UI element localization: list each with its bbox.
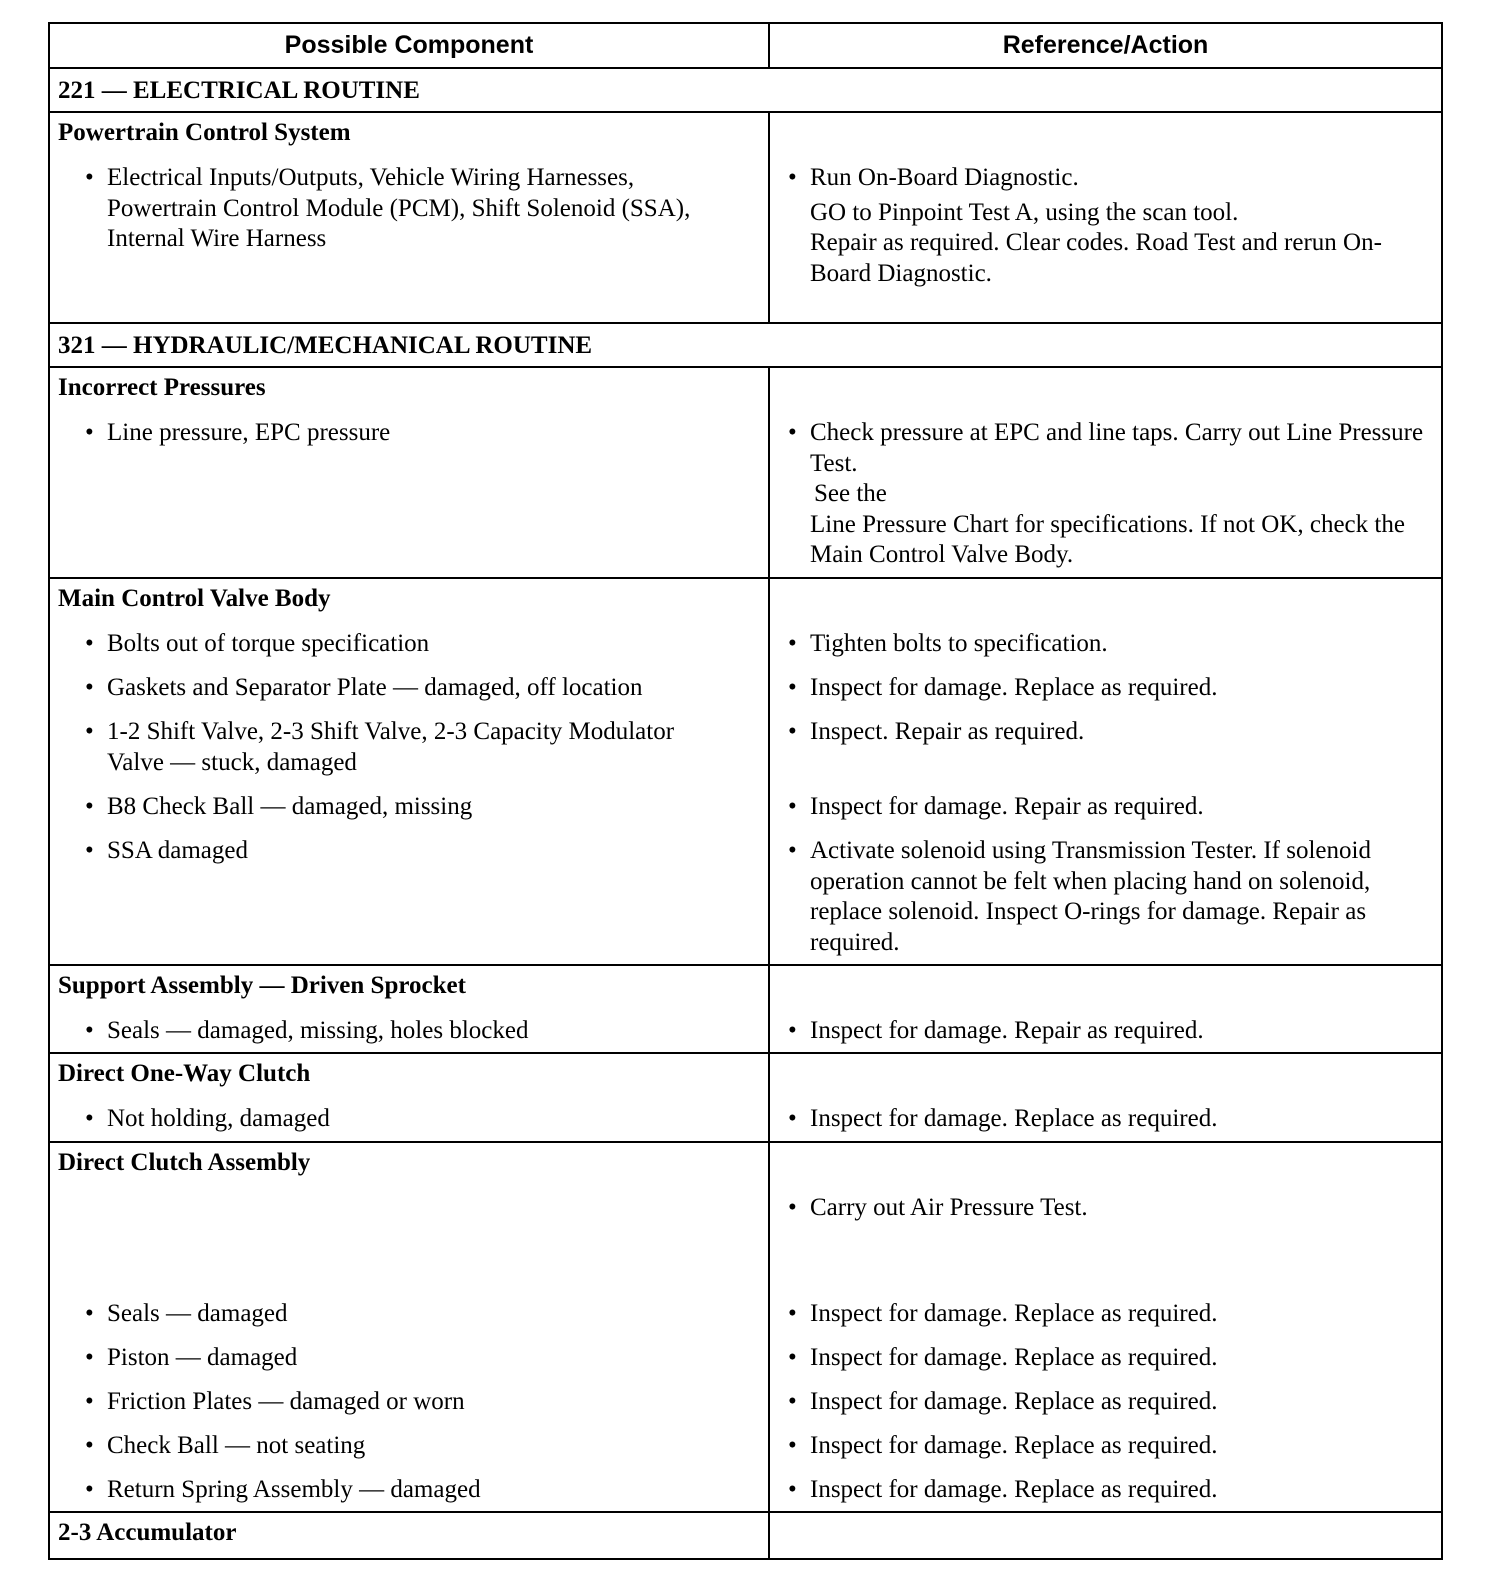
one-way-action-cell: [770, 1054, 1441, 1141]
group-title: Incorrect Pressures: [58, 374, 266, 401]
action-item: • Inspect for damage. Replace as required.: [810, 673, 1431, 704]
group-powertrain: [50, 113, 1441, 324]
direct-clutch-component-cell: [50, 1143, 770, 1511]
group-title: Direct One-Way Clutch: [58, 1060, 311, 1087]
group-title: 2-3 Accumulator: [58, 1519, 237, 1546]
action-line: GO to Pinpoint Test A, using the scan tool.: [810, 198, 1239, 226]
action-item: [810, 418, 1431, 571]
action-line: See the: [814, 480, 887, 507]
support-action-cell: [770, 966, 1441, 1052]
action-item: • Inspect for damage. Repair as required.: [810, 1016, 1431, 1047]
list-item: • Gaskets and Separator Plate — damaged, off location: [107, 673, 758, 704]
section-electrical-routine: 221 — ELECTRICAL ROUTINE: [50, 69, 1441, 113]
action-item: • Carry out Air Pressure Test.: [810, 1193, 1431, 1224]
list-item: • Bolts out of torque specification: [107, 629, 758, 660]
powertrain-action-cell: [770, 113, 1441, 322]
action-item: • Inspect for damage. Replace as required.: [810, 1387, 1431, 1418]
group-title: Direct Clutch Assembly: [58, 1149, 311, 1176]
list-item: • SSA damaged: [107, 836, 758, 867]
group-title: Support Assembly — Driven Sprocket: [58, 972, 466, 999]
list-item: • Check Ball — not seating: [107, 1431, 758, 1462]
group-title: Powertrain Control System: [58, 119, 351, 146]
action-item: • Inspect for damage. Repair as required.: [810, 792, 1431, 823]
list-item: • Piston — damaged: [107, 1343, 758, 1374]
accumulator-action-cell: [770, 1513, 1441, 1558]
pressures-component-cell: [50, 368, 770, 577]
valve-body-component-cell: [50, 579, 770, 964]
powertrain-component-cell: [50, 113, 770, 322]
list-item: • B8 Check Ball — damaged, missing: [107, 792, 758, 823]
one-way-component-cell: [50, 1054, 770, 1141]
valve-body-action-cell: [770, 579, 1441, 964]
action-line: Line Pressure Chart for specifications. If not OK, check the Main Control Valve Body.: [810, 510, 1405, 568]
action-item: • Inspect for damage. Replace as required.: [810, 1431, 1431, 1462]
list-item: • Not holding, damaged: [107, 1104, 758, 1135]
action-item: • Inspect for damage. Replace as required.: [810, 1475, 1431, 1506]
pressures-action-cell: [770, 368, 1441, 577]
group-direct-clutch-assembly: [50, 1143, 1441, 1513]
list-item: • Electrical Inputs/Outputs, Vehicle Wiring Harnesses, Powertrain Control Module (PCM), Shift Solenoid (SSA), Internal Wire Harness: [107, 163, 738, 255]
section-hydraulic-routine: 321 — HYDRAULIC/MECHANICAL ROUTINE: [50, 324, 1441, 368]
action-line: Repair as required. Clear codes. Road Test and rerun On-Board Diagnostic.: [810, 229, 1382, 287]
table-header: [50, 24, 1441, 69]
action-item: • Inspect for damage. Replace as required.: [810, 1299, 1431, 1330]
header-reference-action: Reference/Action: [1002, 31, 1209, 59]
action-item: • Activate solenoid using Transmission Tester. If solenoid operation cannot be felt when placing hand on solenoid, replace solenoid. Inspect O-rings for damage. Repair as required.: [810, 836, 1431, 958]
action-item: • Tighten bolts to specification.: [810, 629, 1431, 660]
group-incorrect-pressures: [50, 368, 1441, 579]
action-item: • Inspect. Repair as required.: [810, 717, 1431, 748]
support-component-cell: [50, 966, 770, 1052]
header-possible-component: Possible Component: [50, 24, 770, 67]
action-line: • Run On-Board Diagnostic.: [810, 164, 1079, 191]
list-item: • Friction Plates — damaged or worn: [107, 1387, 758, 1418]
direct-clutch-action-cell: [770, 1143, 1441, 1511]
group-direct-one-way-clutch: [50, 1054, 1441, 1143]
list-item: • Seals — damaged, missing, holes blocked: [107, 1016, 758, 1047]
group-support-assembly: [50, 966, 1441, 1054]
action-item: • Inspect for damage. Replace as required.: [810, 1343, 1431, 1374]
group-main-control-valve-body: [50, 579, 1441, 966]
list-item: • Line pressure, EPC pressure: [107, 418, 758, 449]
group-2-3-accumulator: [50, 1513, 1441, 1558]
list-item: • Return Spring Assembly — damaged: [107, 1475, 758, 1506]
list-item: • 1-2 Shift Valve, 2-3 Shift Valve, 2-3 Capacity Modulator Valve — stuck, damaged: [107, 717, 728, 778]
list-item: • Seals — damaged: [107, 1299, 758, 1330]
group-title: Main Control Valve Body: [58, 585, 331, 612]
action-item: [810, 163, 1431, 289]
accumulator-component-cell: [50, 1513, 770, 1558]
action-item: • Inspect for damage. Replace as required.: [810, 1104, 1431, 1135]
diagnosis-table: [48, 22, 1443, 1560]
action-line: • Check pressure at EPC and line taps. Carry out Line Pressure Test.: [810, 419, 1424, 477]
